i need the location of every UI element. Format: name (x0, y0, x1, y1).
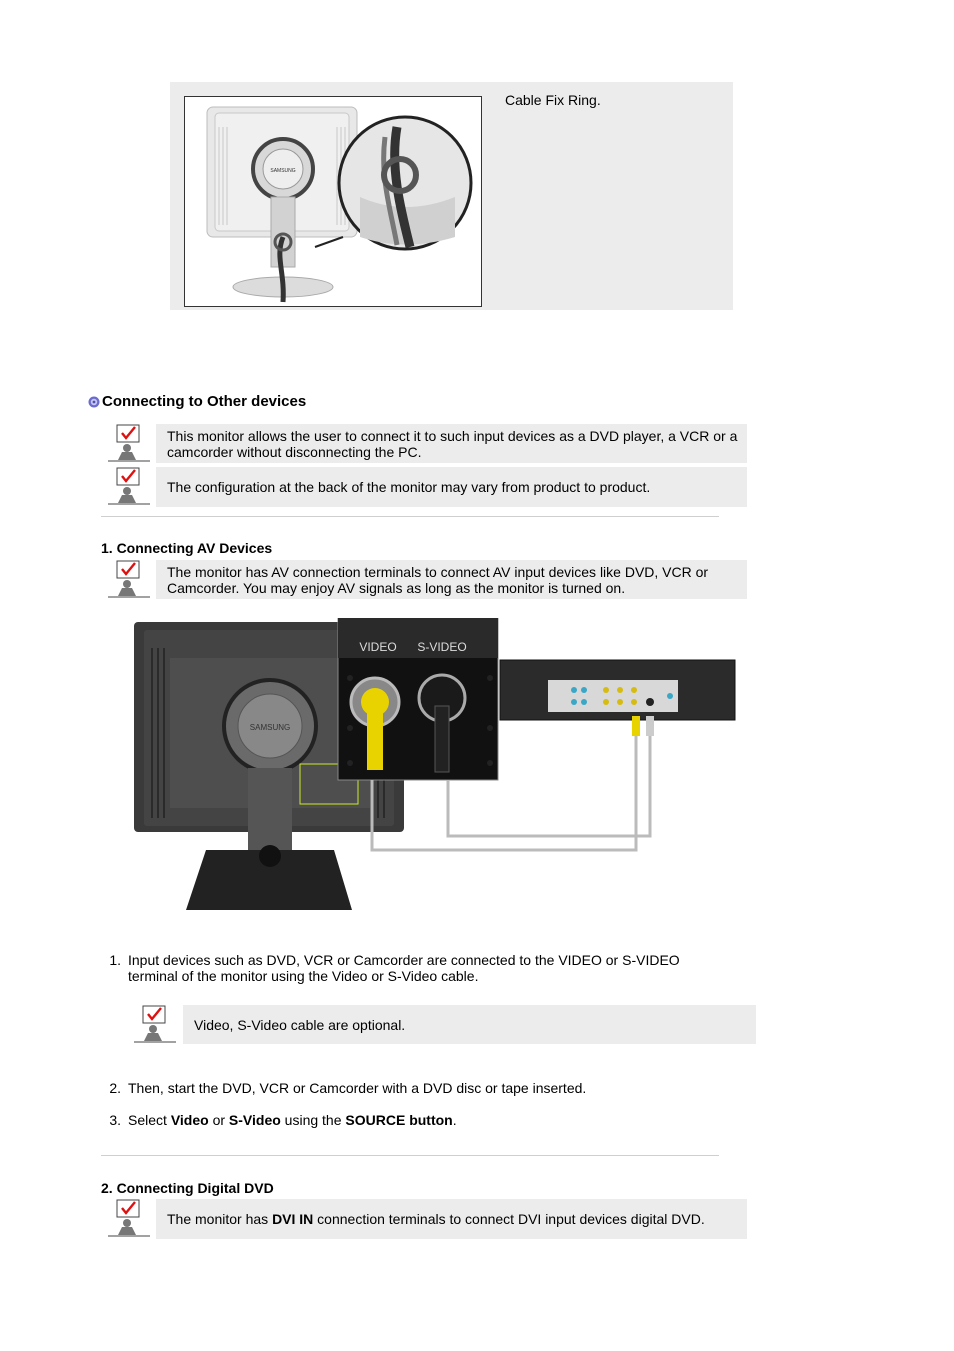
step-number: 3. (109, 1112, 121, 1128)
video-port-label: VIDEO (359, 640, 397, 654)
note-check-icon (108, 467, 150, 508)
av-subtitle: 1. Connecting AV Devices (101, 540, 273, 556)
step-item (101, 1112, 721, 1128)
step-text: Input devices such as DVD, VCR or Camcorder are connected to the VIDEO or S-VIDEO terminal of the monitor using the Video or S-Video cable. (128, 952, 680, 984)
cable-fix-ring-image (184, 96, 482, 307)
step-text: Select Video or S-Video using the SOURCE button. (128, 1112, 457, 1128)
step-number: 1. (109, 952, 121, 968)
note-check-icon (108, 560, 150, 601)
note-box: The monitor has DVI IN connection terminals to connect DVI input devices digital DVD. (156, 1199, 747, 1239)
step-item (101, 1080, 721, 1096)
note-check-icon (108, 1199, 150, 1240)
note-box: Video, S-Video cable are optional. (183, 1005, 756, 1044)
monitor-brand-text: SAMSUNG (270, 168, 296, 174)
svideo-port-label: S-VIDEO (417, 640, 467, 654)
cable-fix-caption: Cable Fix Ring. (505, 92, 601, 108)
av-connection-diagram (130, 618, 740, 918)
bullet-circle-icon (88, 396, 100, 408)
section-title-text: Connecting to Other devices (102, 393, 307, 410)
step-text: Then, start the DVD, VCR or Camcorder with a DVD disc or tape inserted. (128, 1080, 587, 1096)
step-item (101, 952, 721, 984)
dvd-subtitle: 2. Connecting Digital DVD (101, 1180, 274, 1196)
note-box: The configuration at the back of the monitor may vary from product to product. (156, 467, 747, 507)
step-number: 2. (109, 1080, 121, 1096)
note-box: The monitor has AV connection terminals to connect AV input devices like DVD, VCR or Camcorder. You may enjoy AV signals as long as the monitor is turned on. (156, 560, 747, 599)
divider (101, 516, 719, 517)
divider (101, 1155, 719, 1156)
note-check-icon (134, 1005, 176, 1046)
note-check-icon (108, 424, 150, 465)
section-title (88, 393, 306, 410)
note-box: This monitor allows the user to connect it to such input devices as a DVD player, a VCR or a camcorder without disconnecting the PC. (156, 424, 747, 463)
diagram-brand-text: SAMSUNG (249, 723, 291, 732)
